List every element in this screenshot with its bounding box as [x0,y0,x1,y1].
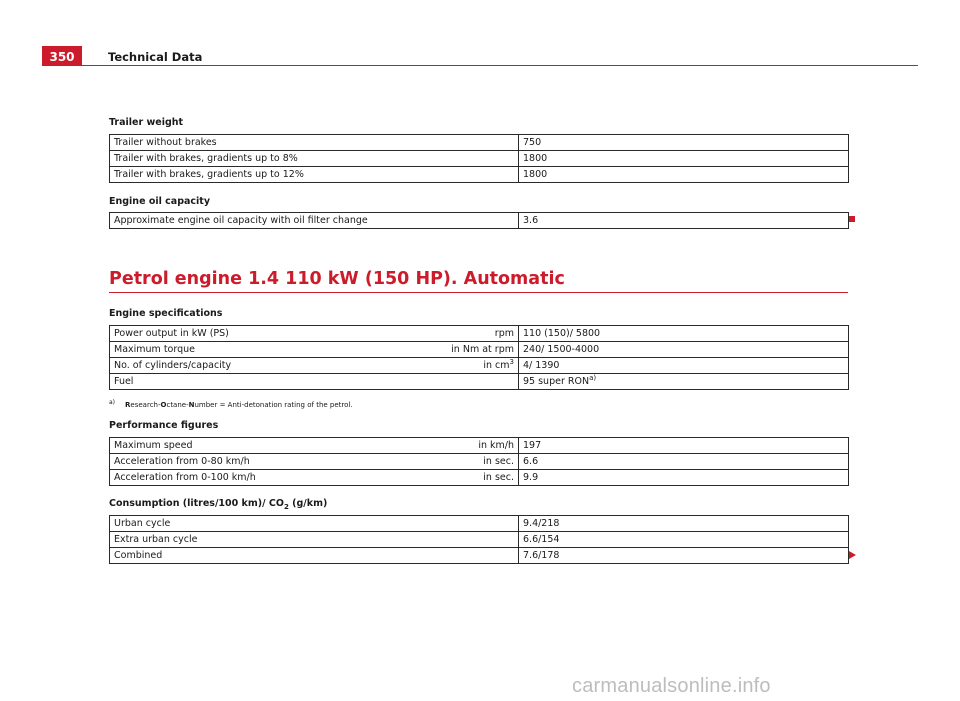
footnote-ref: a) [589,373,597,382]
row-value: 197 [519,438,849,454]
footnote-n: N [188,401,195,409]
row-unit: rpm [494,327,514,339]
row-name-text: Acceleration from 0-100 km/h [114,471,256,483]
table-row [110,167,849,183]
table-row [110,374,849,390]
footnote-text-1: esearch- [130,401,161,409]
row-value: 6.6 [519,454,849,470]
row-name [110,438,519,454]
row-name: Combined [110,548,519,564]
table-row [110,213,849,229]
table-row [110,532,849,548]
table-row [110,135,849,151]
row-unit: in sec. [483,455,514,467]
consumption-table [109,515,849,564]
row-name: Urban cycle [110,516,519,532]
row-unit-group [483,359,514,373]
engine-specs-table [109,325,849,390]
row-value: 240/ 1500-4000 [519,342,849,358]
row-unit: in sec. [483,471,514,483]
row-name [110,326,519,342]
table-row [110,548,849,564]
trailer-weight-label: Trailer weight [109,117,184,128]
row-name-text: Maximum speed [114,439,193,451]
header-rule [82,65,918,66]
engine-specs-label: Engine specifications [109,308,223,319]
row-unit: in Nm at rpm [451,343,514,355]
table-row [110,151,849,167]
section-end-marker [849,216,855,222]
consumption-label-unit: (g/km) [288,498,328,509]
row-value: 110 (150)/ 5800 [519,326,849,342]
row-name-text: Maximum torque [114,343,196,355]
oil-capacity-table [109,212,849,229]
table-row [110,438,849,454]
row-name: Trailer with brakes, gradients up to 12% [110,167,519,183]
footnote-mark: a) [109,399,116,406]
row-name: Trailer without brakes [110,135,519,151]
footnote-text-2: ctane- [166,401,189,409]
continue-arrow-icon [849,551,856,559]
row-name [110,374,519,390]
row-name-text: No. of cylinders/capacity [114,359,232,371]
row-name [110,470,519,486]
row-unit: in cm [483,359,510,371]
performance-label: Performance figures [109,420,219,431]
row-value: 3.6 [519,213,849,229]
row-name [110,358,519,374]
row-value: 1800 [519,167,849,183]
row-name [110,342,519,358]
table-row [110,470,849,486]
row-value: 4/ 1390 [519,358,849,374]
footnote-o: O [160,401,167,409]
page-number: 350 [42,46,82,66]
footnote-r: R [125,401,131,409]
row-name: Approximate engine oil capacity with oil filter change [110,213,519,229]
table-row [110,342,849,358]
row-value: 7.6/178 [519,548,849,564]
row-value: 9.9 [519,470,849,486]
table-row [110,516,849,532]
row-name [110,454,519,470]
row-name: Extra urban cycle [110,532,519,548]
performance-table [109,437,849,486]
row-value-text: 95 super RON [523,375,590,387]
page-header [42,46,918,66]
table-row [110,358,849,374]
row-name: Trailer with brakes, gradients up to 8% [110,151,519,167]
row-value [519,374,849,390]
engine-heading: Petrol engine 1.4 110 kW (150 HP). Automatic [109,269,565,289]
oil-capacity-label: Engine oil capacity [109,196,211,207]
table-row [110,454,849,470]
heading-rule [109,292,848,293]
co2-subscript: 2 [283,502,289,511]
trailer-weight-table [109,134,849,183]
table-row [110,326,849,342]
header-title: Technical Data [108,50,203,64]
row-value: 1800 [519,151,849,167]
row-name-text: Fuel [114,375,134,387]
footnote [109,399,353,409]
consumption-label [109,498,327,511]
footnote-text-3: umber = Anti-detonation rating of the petrol. [194,401,353,409]
row-unit: in km/h [478,439,514,451]
row-name-text: Acceleration from 0-80 km/h [114,455,250,467]
row-value: 750 [519,135,849,151]
row-value: 6.6/154 [519,532,849,548]
row-name-text: Power output in kW (PS) [114,327,229,339]
watermark: carmanualsonline.info [572,675,771,697]
consumption-label-text: Consumption (litres/100 km)/ CO [109,498,284,509]
unit-superscript: 3 [509,357,514,366]
row-value: 9.4/218 [519,516,849,532]
